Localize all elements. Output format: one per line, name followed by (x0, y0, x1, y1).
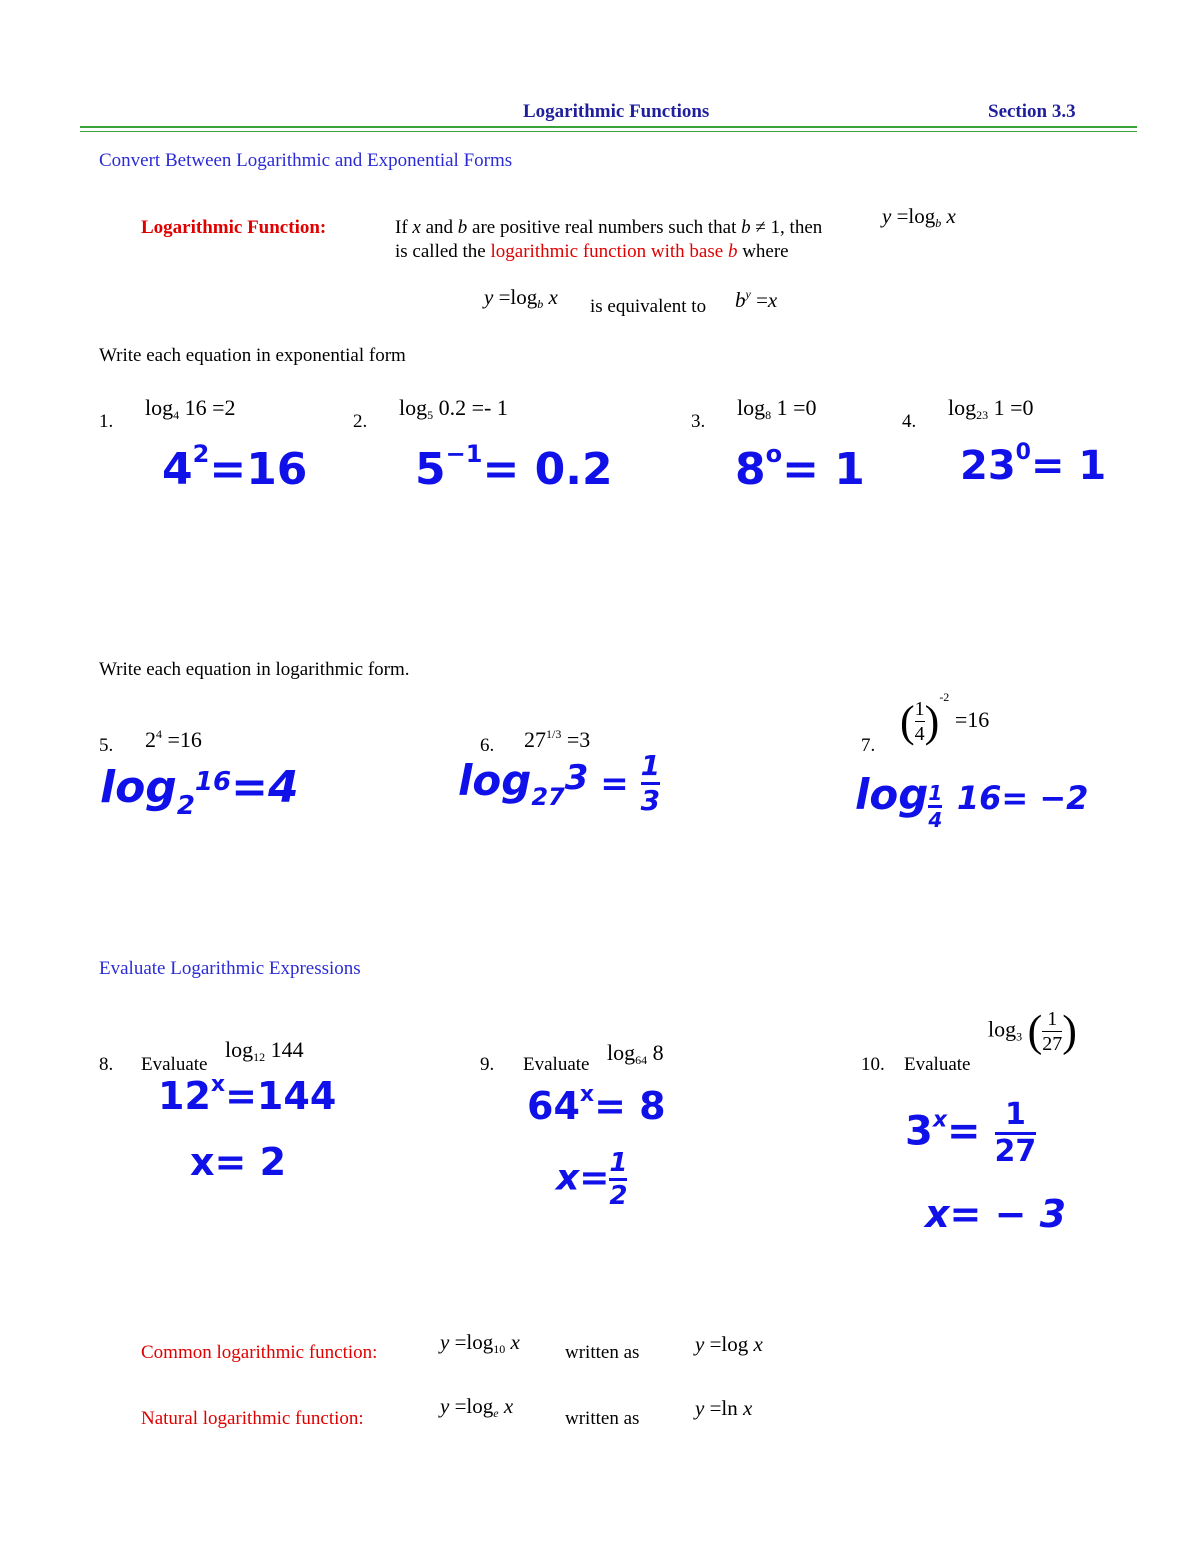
problem-4-answer: $23^0= 1$ (960, 440, 1107, 489)
evaluate-label: Evaluate (141, 1054, 208, 1075)
problem-5-equation: $2^4 =16$ (145, 727, 202, 752)
problem-2-answer: $5^{-1}= 0.2$ (415, 440, 613, 495)
problem-4-equation: $\log_{23} 1 =0$ (948, 395, 1034, 422)
problem-3-answer: $8^o= 1$ (735, 440, 865, 495)
common-log-short: y =log x (695, 1332, 763, 1356)
header-rule-top (80, 126, 1137, 128)
problem-5-answer: $\log_2^{16}=4$ (100, 762, 299, 821)
problem-6-equation: $27^{1/3} =3$ (524, 727, 591, 752)
problem-1-answer: $4^2=16$ (162, 440, 308, 495)
problem-number: 10. (861, 1054, 885, 1075)
evaluate-label: Evaluate (904, 1054, 971, 1075)
problem-number: 5. (99, 735, 114, 756)
problem-8-work-1: $12^x=144$ (158, 1072, 337, 1118)
problem-number: 1. (99, 411, 114, 432)
problem-10-expression: $\log_3 (\frac{1}{27})$ (988, 1006, 1077, 1056)
problem-3-equation: $\log_8 1 =0$ (737, 395, 817, 422)
convert-heading: Convert Between Logarithmic and Exponential Forms (99, 150, 513, 171)
section-label: Section 3.3 (988, 101, 1076, 122)
page-title: Logarithmic Functions (523, 101, 710, 122)
natural-log-short: y =ln x (695, 1396, 753, 1420)
natural-log-formula: $y =\log_e$ x (440, 1394, 514, 1420)
problem-9-expression: $\log_{64} 8$ (607, 1040, 664, 1067)
definition-line-1: If x and b are positive real numbers such that b ≠ 1, then (395, 217, 823, 238)
problem-7-equation: $(\frac{1}{4})^{-2} =16$ (900, 690, 990, 746)
problem-10-work-2: x= − 3 (925, 1192, 1067, 1236)
problem-number: 7. (861, 735, 876, 756)
definition-line-2: is called the logarithmic function with base b where (395, 241, 789, 262)
problem-number: 8. (99, 1054, 114, 1075)
exp-heading: Write each equation in exponential form (99, 345, 406, 366)
problem-8-work-2: x= 2 (190, 1140, 287, 1184)
eval-heading: Evaluate Logarithmic Expressions (99, 958, 361, 979)
log-heading: Write each equation in logarithmic form. (99, 659, 410, 680)
problem-6-answer: $\log_{27}3$ = $\frac{1}{3}$ (458, 749, 661, 817)
common-log-label: Common logarithmic function: (141, 1342, 378, 1363)
evaluate-label: Evaluate (523, 1054, 590, 1075)
definition-formula: $y =\log_b$ x (882, 204, 956, 230)
header-rule-bottom (80, 131, 1137, 132)
problem-number: 2. (353, 411, 368, 432)
problem-number: 9. (480, 1054, 495, 1075)
definition-label: Logarithmic Function: (141, 217, 327, 238)
equivalence-exp: $b^y =x$ (735, 287, 778, 312)
problem-number: 3. (691, 411, 706, 432)
problem-10-work-1: $3^x=$ $\frac{1}{27}$ (905, 1097, 1037, 1169)
problem-9-work-2: x= $\frac{1}{2}$ (556, 1148, 628, 1211)
problem-number: 4. (902, 411, 917, 432)
problem-1-equation: $\log_4 16 =2$ (145, 395, 236, 422)
common-log-formula: $y =\log_{10}$ x (440, 1330, 520, 1356)
problem-8-expression: $\log_{12} 144$ (225, 1037, 304, 1064)
natural-log-label: Natural logarithmic function: (141, 1408, 364, 1429)
problem-2-equation: $\log_5 0.2 =- 1$ (399, 395, 508, 422)
equivalence-text: is equivalent to (590, 296, 707, 317)
written-as-text: written as (565, 1342, 640, 1363)
problem-number: 6. (480, 735, 495, 756)
problem-9-work-1: $64^x= 8$ (527, 1082, 666, 1128)
equivalence-log: $y =\log_b$ x (484, 285, 558, 311)
problem-7-answer: log $\frac{1}{4}$ 16= −2 (855, 770, 1089, 832)
written-as-text: written as (565, 1408, 640, 1429)
